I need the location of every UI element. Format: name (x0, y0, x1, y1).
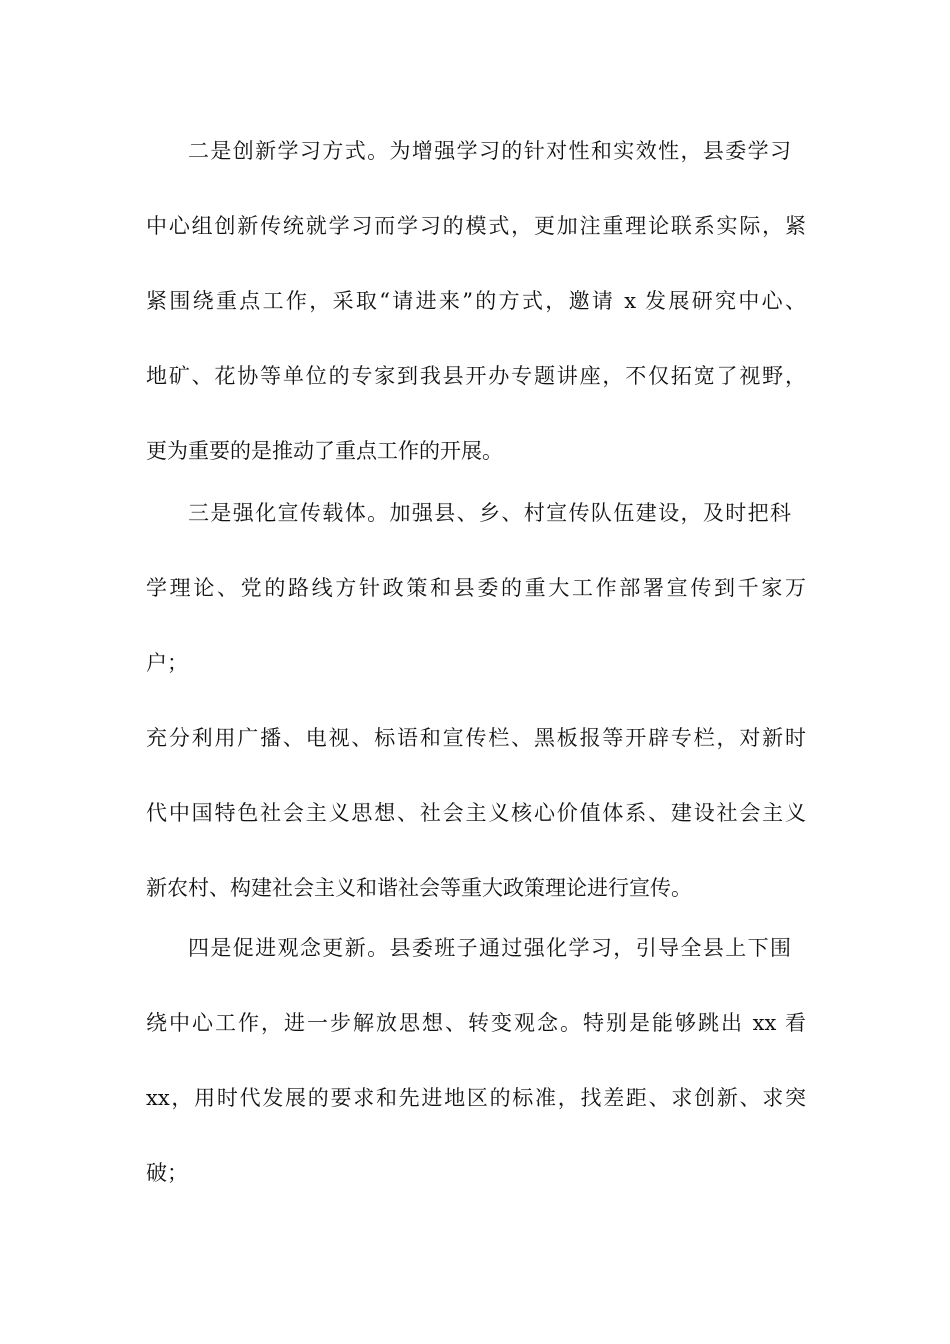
paragraph-2-line-2: 学理论、党的路线方针政策和县委的重大工作部署宣传到千家万 (146, 576, 806, 600)
paragraph-1-line-3: 紧围绕重点工作，采取“请进来”的方式，邀请 x 发展研究中心、 (146, 289, 806, 313)
paragraph-1-line-1: 二是创新学习方式。为增强学习的针对性和实效性，县委学习 (188, 139, 791, 163)
paragraph-2-line-3: 户； (146, 651, 188, 675)
paragraph-1-line-2: 中心组创新传统就学习而学习的模式，更加注重理论联系实际，紧 (146, 214, 806, 238)
paragraph-4-line-3: xx，用时代发展的要求和先进地区的标准，找差距、求创新、求突 (146, 1086, 806, 1110)
paragraph-3-line-3: 新农村、构建社会主义和谐社会等重大政策理论进行宣传。 (146, 876, 692, 900)
paragraph-2-line-1: 三是强化宣传载体。加强县、乡、村宣传队伍建设，及时把科 (188, 501, 791, 525)
paragraph-4-line-1: 四是促进观念更新。县委班子通过强化学习，引导全县上下围 (188, 936, 791, 960)
paragraph-3-line-2: 代中国特色社会主义思想、社会主义核心价值体系、建设社会主义 (146, 801, 806, 825)
paragraph-1-line-5: 更为重要的是推动了重点工作的开展。 (146, 439, 503, 463)
paragraph-1-line-4: 地矿、花协等单位的专家到我县开办专题讲座，不仅拓宽了视野， (146, 364, 806, 388)
paragraph-3-line-1: 充分利用广播、电视、标语和宣传栏、黑板报等开辟专栏，对新时 (146, 726, 806, 750)
paragraph-4-line-2: 绕中心工作，进一步解放思想、转变观念。特别是能够跳出 xx 看 (146, 1011, 806, 1035)
paragraph-4-line-4: 破； (146, 1161, 188, 1185)
